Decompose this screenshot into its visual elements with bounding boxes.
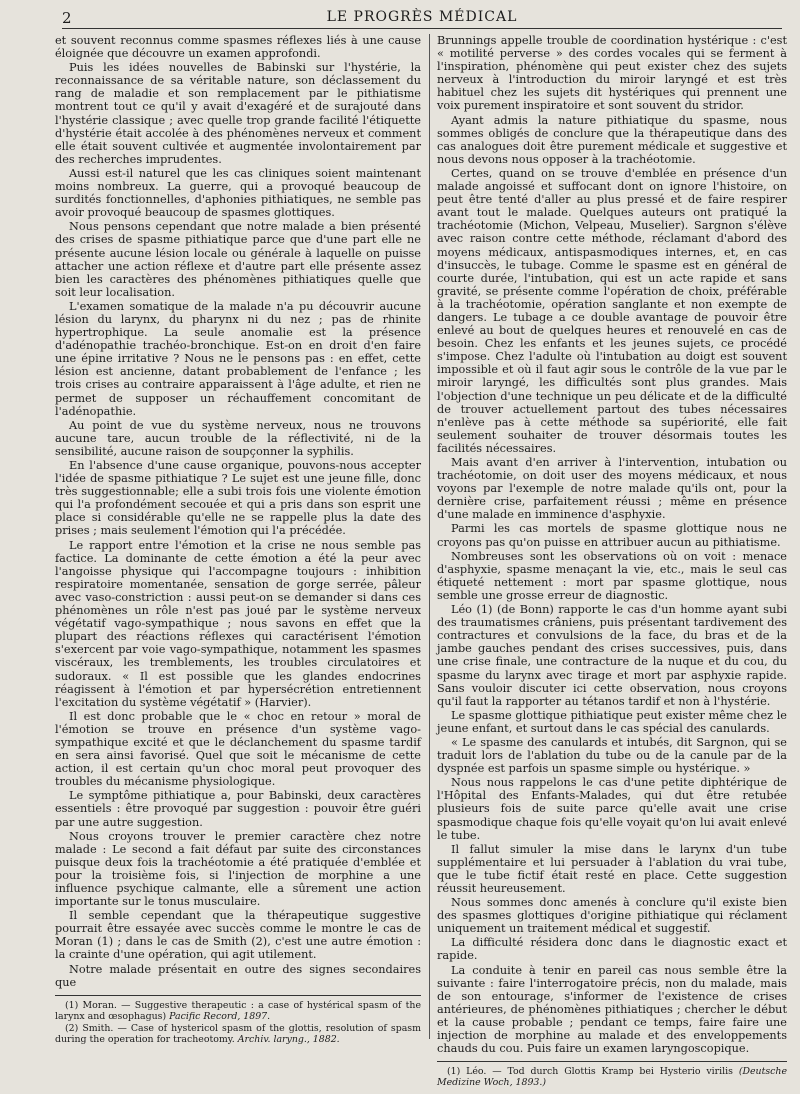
paragraph: et souvent reconnus comme spasmes réflexes liés à une cause éloignée que découvre un examen approfondi. bbox=[55, 34, 421, 61]
paragraph: Ayant admis la nature pithiatique du spasme, nous sommes obligés de conclure que la thérapeutique dans des cas analogues doit être purement médicale et suggestive et nous devons nous opposer à la trachéotomie. bbox=[437, 113, 787, 166]
paragraph: Il est donc probable que le « choc en retour » moral de l'émotion se trouve en présence d'un système vago-sympathique excité et que le déclanchement du spasme tardif en sera ainsi favorisé. Quel que soit le mécanisme de cette action, il est certain qu'un choc moral peut provoquer des troubles du mécanisme physiologique. bbox=[55, 709, 421, 789]
paragraph: Nous sommes donc amenés à conclure qu'il existe bien des spasmes glottiques d'origine pithiatique qui réclament uniquement un traitement médical et suggestif. bbox=[437, 896, 787, 936]
paragraph: L'examen somatique de la malade n'a pu découvrir aucune lésion du larynx, du pharynx ni du nez ; pas de rhinite hypertrophique. La seule anomalie est la présence d'adénopathie trachéo-bronchique. Est-on en droit d'en faire une épine irritative ? Nous ne le pensons pas : en effet, cette lésion est ancienne, datant probablement de l'enfance ; les trois crises au contraire apparaissent à l'âge adulte, et rien ne permet de supposer un réchauffement concomitant de l'adénopathie. bbox=[55, 299, 421, 418]
paragraph: Le spasme glottique pithiatique peut exister même chez le jeune enfant, et surtout dans le cas spécial des canulards. bbox=[437, 708, 787, 735]
running-header bbox=[62, 6, 782, 29]
paragraph: Le rapport entre l'émotion et la crise ne nous semble pas factice. La dominante de cette émotion a été la peur avec l'angoisse physique qui l'accompagne toujours : inhibition respiratoire momentanée, sensation de gorge serrée, pâleur avec vaso-constriction : aussi peut-on se demander si dans ces phénomènes un rôle n'est pas joué par le système nerveux végétatif vago-sympathique ; nous savons en effet que la plupart des réactions réflexes qui caractérisent l'émotion s'exercent par voie vago-sympathique, notamment les spasmes viscéraux, les tremblements, les troubles circulatoires et sudoraux. « Il est possible que les glandes endocrines réagissent à l'émotion et par hypersécrétion entretiennent l'excitation du système végétatif » (Harvier). bbox=[55, 538, 421, 709]
footnote-source: Archiv. laryng., 1882. bbox=[237, 1033, 340, 1045]
page-number: 2 bbox=[62, 9, 72, 27]
footnote-rule bbox=[55, 995, 421, 996]
paragraph: Notre malade présentait en outre des signes secondaires que bbox=[55, 962, 421, 989]
paragraph: Nous croyons trouver le premier caractère chez notre malade : Le second a fait défaut par suite des circonstances puisque deux fois la trachéotomie a été pratiquée d'emblée et pour la troisième fois, si l'injection de morphine a une influence psychique calmante, elle a sûrement une action importante sur le tonus musculaire. bbox=[55, 829, 421, 909]
journal-title: LE PROGRÈS MÉDICAL bbox=[326, 9, 518, 25]
footnote bbox=[55, 1000, 421, 1022]
paragraph: « Le spasme des canulards et intubés, dit Sargnon, qui se traduit lors de l'ablation du tube ou de la canule par de la dyspnée est parfois un spasme simple ou hystérique. » bbox=[437, 735, 787, 776]
paragraph: Au point de vue du système nerveux, nous ne trouvons aucune tare, aucun trouble de la réflectivité, ni de la sensibilité, aucune raison de soupçonner la syphilis. bbox=[55, 418, 421, 458]
paragraph: Certes, quand on se trouve d'emblée en présence d'un malade angoissé et suffocant dont on ignore l'histoire, on peut être tenté d'aller au plus pressé et de faire respirer avant tout le malade. Quelques auteurs ont pratiqué la trachéotomie (Michon, Velpeau, Muselier). Sargnon s'élève avec raison contre cette méthode, réclamant d'abord des moyens médicaux, antispasmodiques internes, et, en cas d'insuccès, le tubage. Comme le spasme est en général de courte durée, l'intubation, qui est un acte rapide et sans gravité, se présente comme l'opération de choix, préférable à la trachéotomie, opération sanglante et non exempte de dangers. Le tubage a ce double avantage de pouvoir être enlevé au bout de quelques heures et renouvelé en cas de besoin. Chez les enfants et les jeunes sujets, ce procédé s'impose. Chez l'adulte où l'intubation au doigt est souvent impossible et où il faut agir sous le contrôle de la vue par le miroir laryngé, les difficultés sont plus grandes. Mais l'objection d'une technique un peu délicate et de la difficulté de trouver actuellement partout des tubes nécessaires n'enlève pas à cette méthode sa supériorité, elle fait seulement souhaiter de trouver désormais toutes les facilités nécessaires. bbox=[437, 166, 787, 455]
footnote-text: (2) Smith. — Case of hystericol spasm of the glottis, resolution of spasm during the operation for tracheotomy. bbox=[55, 1022, 421, 1045]
paragraph: Nous nous rappelons le cas d'une petite diphtérique de l'Hôpital des Enfants-Malades, qui dut être retubée plusieurs fois de suite parce qu'elle avait une crise spasmodique chaque fois qu'elle voyait qu'on lui avait enlevé le tube. bbox=[437, 776, 787, 842]
paragraph: Aussi est-il naturel que les cas cliniques soient maintenant moins nombreux. La guerre, qui a provoqué beaucoup de surdités fonctionnelles, d'aphonies pithiatiques, ne semble pas avoir provoqué beaucoup de spasmes glottiques. bbox=[55, 166, 421, 220]
paragraph: Brunnings appelle trouble de coordination hystérique : c'est « motilité perverse » des cordes vocales qui se ferment à l'inspiration, phénomène qui peut exister chez des sujets nerveux à l'introduction du miroir laryngé et est très habituel chez les sujets dit hystériques qui prennent une voix purement inspiratoire et sont souvent du stridor. bbox=[437, 34, 787, 113]
footnote-text: (1) Léo. — Tod durch Glottis Kramp bei Hysterio virilis bbox=[447, 1066, 733, 1078]
paragraph: Léo (1) (de Bonn) rapporte le cas d'un homme ayant subi des traumatismes crâniens, puis présentant tardivement des contractures et convulsions de la face, du bras et de la jambe gauches pendant des crises successives, puis, dans une crise finale, une contracture de la nuque et du cou, du spasme du larynx avec tirage et mort par asphyxie rapide. Sans vouloir discuter ici cette observation, nous croyons qu'il faut la rapporter au tétanos tardif et non à l'hystérie. bbox=[437, 603, 787, 708]
paragraph: Il fallut simuler la mise dans le larynx d'un tube supplémentaire et lui persuader à l'ablation du vrai tube, que le tube fictif était resté en place. Cette suggestion réussit heureusement. bbox=[437, 842, 787, 895]
footnote-rule bbox=[437, 1061, 787, 1062]
paragraph: La difficulté résidera donc dans le diagnostic exact et rapide. bbox=[437, 936, 787, 963]
left-column bbox=[55, 34, 421, 1046]
footnote-text: (1) Moran. — Suggestive therapeutic : a case of hystérical spasm of the larynx and œsophagus) bbox=[55, 999, 421, 1022]
footnote bbox=[437, 1066, 787, 1088]
right-column bbox=[437, 34, 787, 1089]
footnote bbox=[55, 1023, 421, 1045]
paragraph: Nombreuses sont les observations où on voit : menace d'asphyxie, spasme menaçant la vie, etc., mais le seul cas étiqueté nettement : mort par spasme glottique, nous semble une grosse erreur de diagnostic. bbox=[437, 549, 787, 602]
footnote-source: Pacific Record, 1897. bbox=[169, 1010, 271, 1022]
paragraph: Parmi les cas mortels de spasme glottique nous ne croyons pas qu'on puisse en attribuer aucun au pithiatisme. bbox=[437, 522, 787, 549]
paragraph: Mais avant d'en arriver à l'intervention, intubation ou trachéotomie, on doit user des moyens médicaux, et nous voyons par l'exemple de notre malade qu'ils ont, pour la dernière crise, parfaitement réussi ; même en présence d'une malade en imminence d'asphyxie. bbox=[437, 456, 787, 522]
column-divider bbox=[429, 34, 430, 1039]
paragraph: La conduite à tenir en pareil cas nous semble être la suivante : faire l'interrogatoire précis, non du malade, mais de son entourage, s'informer de l'existence de crises antérieures, de phénomènes pithiatiques ; chercher le début et la cause probable ; pendant ce temps, faire faire une injection de morphine au malade et des enveloppements chauds du cou. Puis faire un examen laryngoscopique. bbox=[437, 963, 787, 1056]
paragraph: Puis les idées nouvelles de Babinski sur l'hystérie, la reconnaissance de sa véritable nature, son déclassement du rang de maladie et son remplacement par le pithiatisme montrent tout ce qu'il y avait d'exagéré et de surajouté dans l'hystérie classique ; avec quelle trop grande facilité l'étiquette d'hystérie était accolée à des phénomènes nerveux et comment elle était souvent cultivée et augmentée involontairement par des recherches imprudentes. bbox=[55, 61, 421, 166]
paragraph: Le symptôme pithiatique a, pour Babinski, deux caractères essentiels : être provoqué par suggestion : pouvoir être guéri par une autre suggestion. bbox=[55, 789, 421, 829]
paragraph: Nous pensons cependant que notre malade a bien présenté des crises de spasme pithiatique parce que d'une part elle ne présente aucune lésion locale ou générale à laquelle on puisse attacher une action réflexe et d'autre part elle présente assez bien les caractères des phénomènes pithiatiques quelle que soit leur localisation. bbox=[55, 220, 421, 299]
footnote-source: (Deutsche Medizine Woch, 1893.) bbox=[437, 1066, 788, 1089]
paragraph: En l'absence d'une cause organique, pouvons-nous accepter l'idée de spasme pithiatique ? Le sujet est une jeune fille, donc très suggestionnable; elle a subi trois fois une violente émotion qui l'a profondément secouée et qui a pris dans son esprit une place si considérable qu'elle ne se rappelle plus la date des prises ; mais seulement l'émotion qui l'a précédée. bbox=[55, 459, 421, 538]
paragraph: Il semble cependant que la thérapeutique suggestive pourrait être essayée avec succès comme le montre le cas de Moran (1) ; dans le cas de Smith (2), c'est une autre émotion : la crainte d'une opération, qui agit utilement. bbox=[55, 909, 421, 962]
